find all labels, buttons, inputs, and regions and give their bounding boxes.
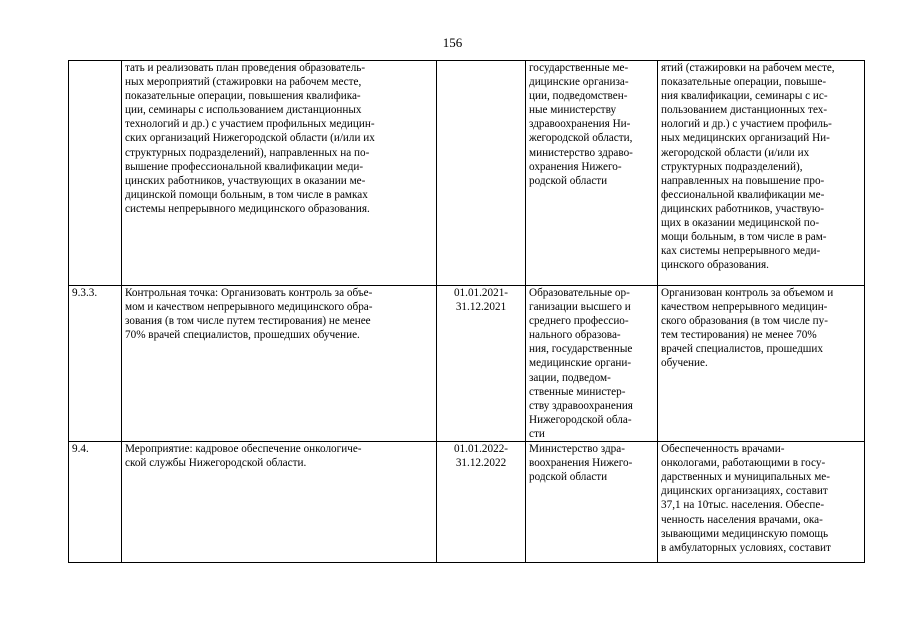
text-line: щих в оказании медицинской по- bbox=[661, 217, 820, 230]
cell-text bbox=[661, 286, 861, 371]
page-number: 156 bbox=[442, 35, 463, 50]
text-line: системы непрерывного медицинского образования. bbox=[125, 202, 370, 215]
text-line: ству здравоохранения bbox=[529, 399, 633, 412]
text-line: ганизации высшего и bbox=[529, 301, 631, 314]
text-line: дицинской помощи больным, в том числе в рамках bbox=[125, 188, 368, 201]
text-line: Контрольная точка: Организовать контроль за объе- bbox=[125, 287, 373, 299]
item-name-cell bbox=[122, 442, 437, 563]
text-line: показательные операции, повыше- bbox=[661, 76, 827, 89]
item-number-cell: 9.3.3. bbox=[69, 286, 122, 442]
text-line: Министерство здра- bbox=[529, 443, 625, 456]
text-line: онкологами, работающими в госу- bbox=[661, 457, 826, 470]
text-line: ции, семинары с использованием дистанционных bbox=[125, 104, 362, 117]
text-line: нального образова- bbox=[529, 329, 621, 342]
text-line: зации, подведом- bbox=[529, 371, 611, 384]
text-line: жегородской области, bbox=[529, 132, 633, 145]
text-line: нологий и др.) с участием профиль- bbox=[661, 118, 832, 131]
text-line: медицинские органи- bbox=[529, 357, 632, 370]
text-line: тем тестирования) не менее 70% bbox=[661, 329, 817, 342]
text-line: Нижегородской обла- bbox=[529, 413, 632, 426]
text-line: дицинские организа- bbox=[529, 76, 629, 89]
text-line: ных медицинских организаций Ни- bbox=[661, 132, 830, 145]
text-line: зывающими медицинскую помощь bbox=[661, 527, 829, 540]
text-line: сти bbox=[529, 427, 545, 440]
text-line: структурных подразделений), направленных на по- bbox=[125, 146, 370, 159]
text-line: вышение профессиональной квалификации меди- bbox=[125, 160, 364, 173]
cell-text bbox=[661, 442, 861, 555]
text-line: среднего профессио- bbox=[529, 315, 629, 328]
text-line: Организован контроль за объемом и bbox=[661, 287, 834, 299]
text-line: ских организаций Нижегородской области (и/или их bbox=[125, 132, 375, 145]
text-line: здравоохранения Ни- bbox=[529, 118, 631, 131]
item-org-cell bbox=[526, 61, 658, 286]
text-line: цинских работников, участвующих в оказании ме- bbox=[125, 174, 366, 187]
text-line: родской области bbox=[529, 471, 608, 484]
item-result-cell bbox=[658, 61, 865, 286]
item-number-cell: 9.4. bbox=[69, 442, 122, 563]
cell-text bbox=[661, 61, 861, 272]
text-line: дицинских организациях, составит bbox=[661, 485, 828, 498]
cell-text bbox=[125, 286, 433, 342]
text-line: Мероприятие: кадровое обеспечение онкологиче- bbox=[125, 443, 362, 456]
text-line: 31.12.2022 bbox=[455, 457, 507, 470]
cell-text bbox=[529, 442, 654, 484]
text-line: государственные ме- bbox=[529, 62, 629, 74]
item-result-cell bbox=[658, 442, 865, 563]
text-line: показательные операции, повышения квалифика- bbox=[125, 90, 361, 103]
text-line: в амбулаторных условиях, составит bbox=[661, 541, 831, 554]
text-line: 31.12.2021 bbox=[455, 301, 507, 314]
text-line: ственные министер- bbox=[529, 385, 626, 398]
text-line: врачей специалистов, прошедших bbox=[661, 343, 823, 356]
text-line: ятий (стажировки на рабочем месте, bbox=[661, 62, 835, 74]
text-line: обучение. bbox=[661, 357, 708, 370]
table-row bbox=[69, 61, 865, 286]
text-line: фессиональной квалификации ме- bbox=[661, 188, 825, 201]
text-line: воохранения Нижего- bbox=[529, 457, 633, 470]
text-line: ных мероприятий (стажировки на рабочем месте, bbox=[125, 76, 362, 89]
cell-text bbox=[440, 286, 522, 314]
table-row bbox=[69, 442, 865, 563]
text-line: министерство здраво- bbox=[529, 146, 633, 159]
text-line: жегородской области (и/или их bbox=[661, 146, 810, 159]
text-line: качеством непрерывного медицин- bbox=[661, 301, 828, 314]
text-line: ской службы Нижегородской области. bbox=[125, 457, 307, 470]
text-line: ченность населения врачами, ока- bbox=[661, 513, 823, 526]
text-line: ния квалификации, семинары с ис- bbox=[661, 90, 828, 103]
item-result-cell bbox=[658, 286, 865, 442]
text-line: дицинских работников, участвую- bbox=[661, 202, 824, 215]
text-line: цинского образования. bbox=[661, 259, 769, 272]
cell-text bbox=[529, 286, 654, 441]
item-date-cell bbox=[437, 61, 526, 286]
text-line: Обеспеченность врачами- bbox=[661, 443, 785, 456]
text-line: структурных подразделений), bbox=[661, 160, 803, 173]
item-org-cell bbox=[526, 442, 658, 563]
item-date-cell bbox=[437, 286, 526, 442]
cell-text bbox=[440, 442, 522, 470]
text-line: 01.01.2021- bbox=[453, 287, 509, 299]
text-line: мощи больным, в том числе в рам- bbox=[661, 231, 827, 244]
text-line: ках системы непрерывного меди- bbox=[661, 245, 821, 258]
text-line: родской области bbox=[529, 174, 608, 187]
text-line: охранения Нижего- bbox=[529, 160, 622, 173]
cell-text bbox=[529, 61, 654, 188]
text-line: 01.01.2022- bbox=[453, 443, 509, 456]
cell-text bbox=[125, 61, 433, 216]
cell-text bbox=[125, 442, 433, 470]
text-line: ского образования (в том числе пу- bbox=[661, 315, 828, 328]
text-line: направленных на повышение про- bbox=[661, 174, 825, 187]
text-line: мом и качеством непрерывного медицинского обра- bbox=[125, 301, 373, 314]
text-line: ции, подведомствен- bbox=[529, 90, 628, 103]
text-line: технологий и др.) с участием профильных медицин- bbox=[125, 118, 375, 131]
table-row bbox=[69, 286, 865, 442]
item-number-cell bbox=[69, 61, 122, 286]
plan-table bbox=[68, 60, 865, 563]
text-line: 70% врачей специалистов, прошедших обучение. bbox=[125, 329, 360, 342]
text-line: 37,1 на 10тыс. населения. Обеспе- bbox=[661, 499, 825, 512]
text-line: пользованием дистанционных тех- bbox=[661, 104, 828, 117]
item-org-cell bbox=[526, 286, 658, 442]
text-line: Образовательные ор- bbox=[529, 287, 630, 299]
item-date-cell bbox=[437, 442, 526, 563]
text-line: тать и реализовать план проведения образователь- bbox=[125, 62, 366, 74]
item-name-cell bbox=[122, 286, 437, 442]
item-name-cell bbox=[122, 61, 437, 286]
text-line: дарственных и муниципальных ме- bbox=[661, 471, 830, 484]
text-line: ные министерству bbox=[529, 104, 617, 117]
text-line: зования (в том числе путем тестирования) не менее bbox=[125, 315, 371, 328]
text-line: ния, государственные bbox=[529, 343, 633, 356]
